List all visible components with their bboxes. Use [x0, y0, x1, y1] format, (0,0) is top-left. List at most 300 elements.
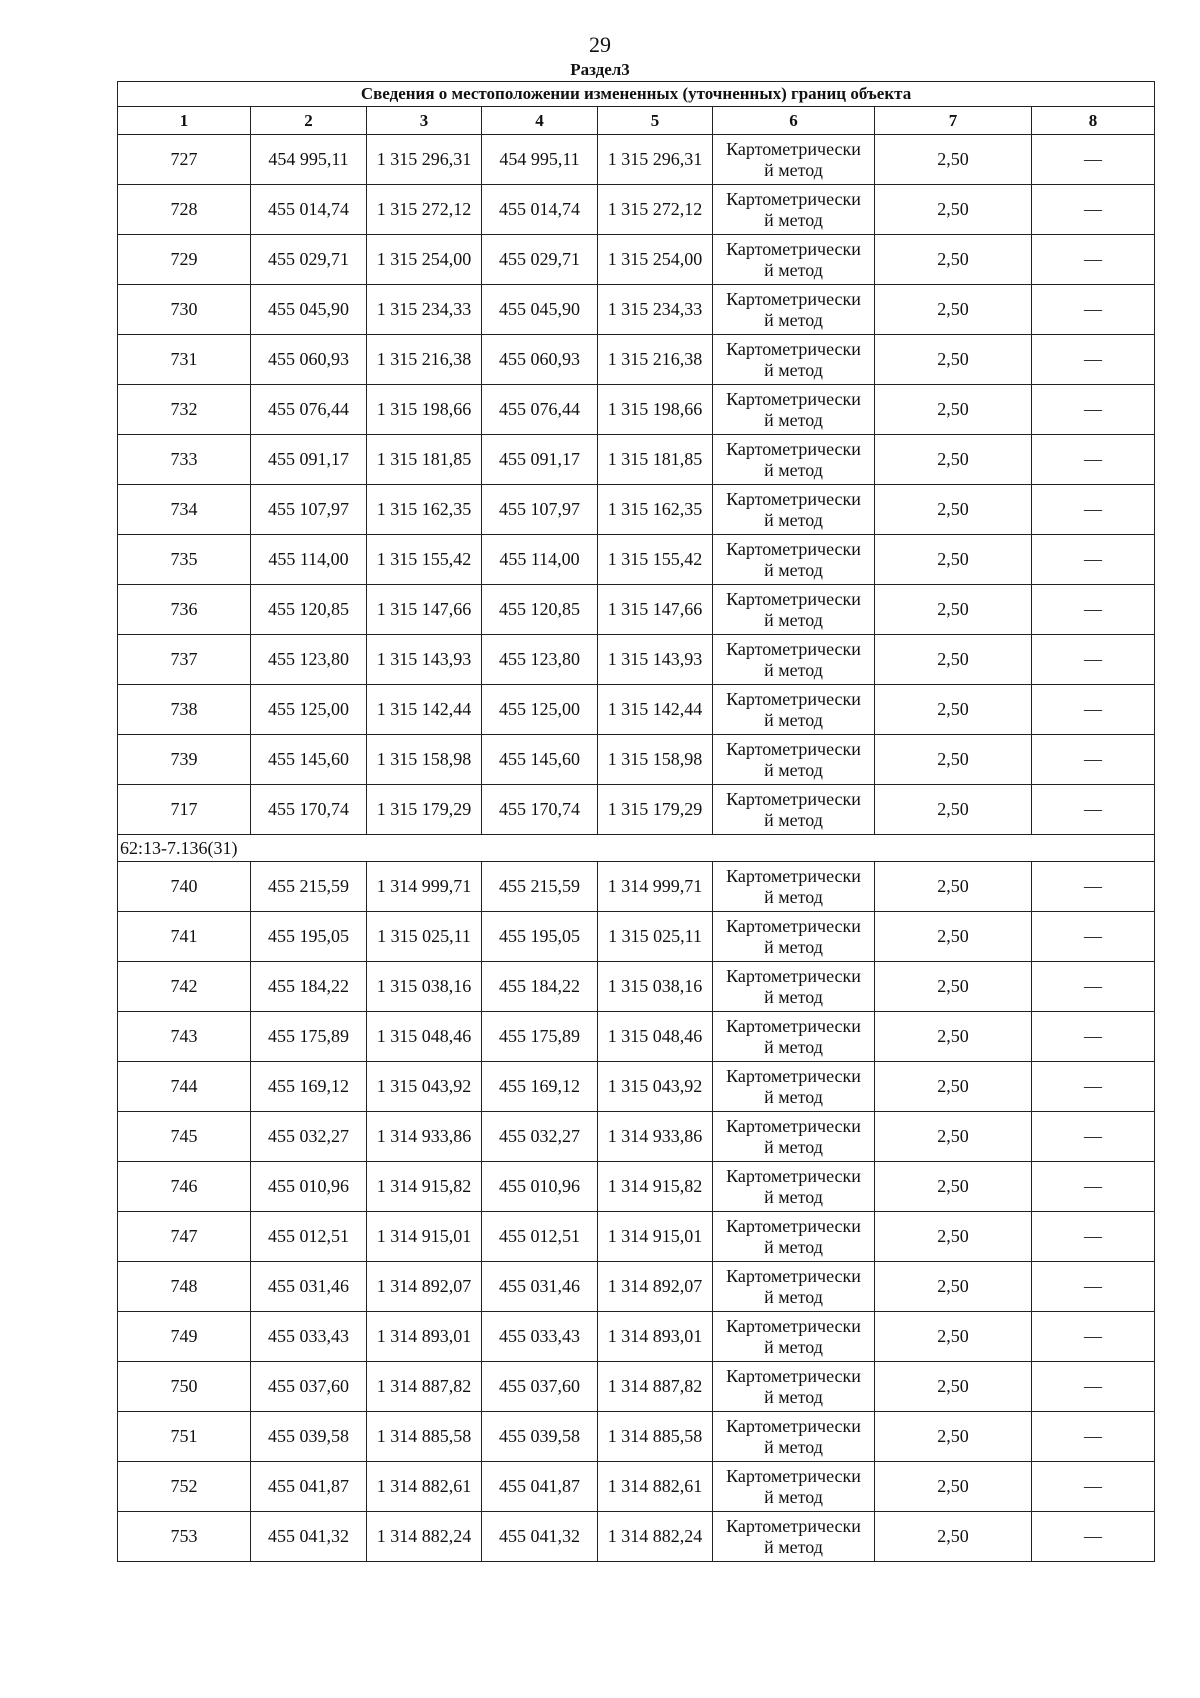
- dash-cell: —: [1032, 1112, 1155, 1162]
- method-line-2: й метод: [764, 1336, 823, 1357]
- coord-x-new: 455 184,22: [482, 962, 598, 1012]
- table-row: [118, 1462, 1155, 1512]
- precision-value: 2,50: [875, 385, 1032, 435]
- method-line-2: й метод: [764, 1036, 823, 1057]
- method-cell: [713, 585, 875, 635]
- method-cell: [713, 1512, 875, 1562]
- method-cell: [713, 735, 875, 785]
- table-row: [118, 335, 1155, 385]
- precision-value: 2,50: [875, 735, 1032, 785]
- coord-x-existing: 455 045,90: [251, 285, 367, 335]
- method-line-1: Картометрически: [726, 638, 861, 659]
- coord-y-new: 1 315 142,44: [598, 685, 713, 735]
- method-line-2: й метод: [764, 1386, 823, 1407]
- method-cell: [713, 862, 875, 912]
- method-line-1: Картометрически: [726, 138, 861, 159]
- coord-x-existing: 455 145,60: [251, 735, 367, 785]
- method-cell: [713, 912, 875, 962]
- precision-value: 2,50: [875, 962, 1032, 1012]
- coord-x-existing: 454 995,11: [251, 135, 367, 185]
- method-line-1: Картометрически: [726, 865, 861, 886]
- point-number: 737: [118, 635, 251, 685]
- method-line-1: Картометрически: [726, 188, 861, 209]
- method-line-1: Картометрически: [726, 1465, 861, 1486]
- dash-cell: —: [1032, 685, 1155, 735]
- coord-y-existing: 1 315 043,92: [367, 1062, 482, 1112]
- method-cell: [713, 635, 875, 685]
- coord-x-existing: 455 076,44: [251, 385, 367, 435]
- coord-y-existing: 1 314 882,24: [367, 1512, 482, 1562]
- method-line-2: й метод: [764, 609, 823, 630]
- method-line-2: й метод: [764, 886, 823, 907]
- coord-y-existing: 1 315 038,16: [367, 962, 482, 1012]
- coord-x-new: 455 045,90: [482, 285, 598, 335]
- table-row: [118, 1162, 1155, 1212]
- coord-x-new: 455 039,58: [482, 1412, 598, 1462]
- coord-y-existing: 1 314 893,01: [367, 1312, 482, 1362]
- coord-y-new: 1 314 999,71: [598, 862, 713, 912]
- column-number: 7: [875, 107, 1032, 135]
- coord-x-existing: 455 031,46: [251, 1262, 367, 1312]
- precision-value: 2,50: [875, 685, 1032, 735]
- coord-x-new: 455 031,46: [482, 1262, 598, 1312]
- method-cell: [713, 1262, 875, 1312]
- coord-y-existing: 1 314 882,61: [367, 1462, 482, 1512]
- column-number-row: [118, 107, 1155, 135]
- coord-x-new: 455 114,00: [482, 535, 598, 585]
- coord-x-existing: 455 195,05: [251, 912, 367, 962]
- precision-value: 2,50: [875, 1212, 1032, 1262]
- coord-y-new: 1 315 143,93: [598, 635, 713, 685]
- coord-x-new: 455 175,89: [482, 1012, 598, 1062]
- method-cell: [713, 1312, 875, 1362]
- table-row: [118, 385, 1155, 435]
- method-cell: [713, 435, 875, 485]
- group-label: 62:13-7.136(31): [118, 835, 1155, 862]
- coord-y-new: 1 315 025,11: [598, 912, 713, 962]
- coord-y-new: 1 315 216,38: [598, 335, 713, 385]
- table-row: [118, 962, 1155, 1012]
- method-line-1: Картометрически: [726, 1265, 861, 1286]
- method-line-1: Картометрически: [726, 1415, 861, 1436]
- coord-x-new: 455 195,05: [482, 912, 598, 962]
- precision-value: 2,50: [875, 435, 1032, 485]
- coord-x-new: 455 170,74: [482, 785, 598, 835]
- coord-x-existing: 455 184,22: [251, 962, 367, 1012]
- method-cell: [713, 1362, 875, 1412]
- coord-y-existing: 1 315 025,11: [367, 912, 482, 962]
- coord-y-new: 1 315 155,42: [598, 535, 713, 585]
- coord-x-existing: 455 215,59: [251, 862, 367, 912]
- method-line-2: й метод: [764, 459, 823, 480]
- precision-value: 2,50: [875, 335, 1032, 385]
- coord-x-existing: 455 037,60: [251, 1362, 367, 1412]
- method-cell: [713, 135, 875, 185]
- method-line-2: й метод: [764, 709, 823, 730]
- coord-y-existing: 1 315 216,38: [367, 335, 482, 385]
- point-number: 736: [118, 585, 251, 635]
- method-line-2: й метод: [764, 409, 823, 430]
- dash-cell: —: [1032, 1012, 1155, 1062]
- point-number: 751: [118, 1412, 251, 1462]
- method-cell: [713, 962, 875, 1012]
- coord-y-new: 1 315 272,12: [598, 185, 713, 235]
- method-cell: [713, 685, 875, 735]
- point-number: 747: [118, 1212, 251, 1262]
- dash-cell: —: [1032, 1162, 1155, 1212]
- method-cell: [713, 1212, 875, 1262]
- method-cell: [713, 785, 875, 835]
- coord-y-existing: 1 314 915,82: [367, 1162, 482, 1212]
- table-row: [118, 435, 1155, 485]
- method-cell: [713, 385, 875, 435]
- coord-x-existing: 455 039,58: [251, 1412, 367, 1462]
- coord-y-new: 1 315 043,92: [598, 1062, 713, 1112]
- dash-cell: —: [1032, 635, 1155, 685]
- coord-y-existing: 1 315 234,33: [367, 285, 482, 335]
- precision-value: 2,50: [875, 785, 1032, 835]
- method-line-1: Картометрически: [726, 288, 861, 309]
- coord-y-new: 1 314 887,82: [598, 1362, 713, 1412]
- coord-y-new: 1 315 038,16: [598, 962, 713, 1012]
- point-number: 738: [118, 685, 251, 735]
- method-line-1: Картометрически: [726, 538, 861, 559]
- coord-x-existing: 455 041,87: [251, 1462, 367, 1512]
- method-cell: [713, 1112, 875, 1162]
- coord-y-existing: 1 314 999,71: [367, 862, 482, 912]
- point-number: 752: [118, 1462, 251, 1512]
- method-line-2: й метод: [764, 809, 823, 830]
- column-number: 3: [367, 107, 482, 135]
- table-row: [118, 1112, 1155, 1162]
- method-line-2: й метод: [764, 986, 823, 1007]
- precision-value: 2,50: [875, 1012, 1032, 1062]
- point-number: 734: [118, 485, 251, 535]
- method-cell: [713, 1162, 875, 1212]
- dash-cell: —: [1032, 785, 1155, 835]
- precision-value: 2,50: [875, 1362, 1032, 1412]
- table-row: [118, 912, 1155, 962]
- coord-x-new: 455 032,27: [482, 1112, 598, 1162]
- table-row: [118, 785, 1155, 835]
- dash-cell: —: [1032, 1062, 1155, 1112]
- point-number: 729: [118, 235, 251, 285]
- point-number: 733: [118, 435, 251, 485]
- coord-y-new: 1 314 915,01: [598, 1212, 713, 1262]
- coord-y-existing: 1 315 272,12: [367, 185, 482, 235]
- method-cell: [713, 535, 875, 585]
- coord-x-existing: 455 170,74: [251, 785, 367, 835]
- column-number: 8: [1032, 107, 1155, 135]
- precision-value: 2,50: [875, 1462, 1032, 1512]
- method-line-2: й метод: [764, 1436, 823, 1457]
- point-number: 740: [118, 862, 251, 912]
- precision-value: 2,50: [875, 1062, 1032, 1112]
- coord-y-existing: 1 314 885,58: [367, 1412, 482, 1462]
- table-row: [118, 185, 1155, 235]
- coord-y-existing: 1 315 142,44: [367, 685, 482, 735]
- coord-x-new: 455 012,51: [482, 1212, 598, 1262]
- table-row: [118, 1212, 1155, 1262]
- method-line-2: й метод: [764, 659, 823, 680]
- table-caption-row: [118, 82, 1155, 107]
- table-body: [118, 82, 1155, 1562]
- method-line-2: й метод: [764, 309, 823, 330]
- coord-y-new: 1 314 893,01: [598, 1312, 713, 1362]
- precision-value: 2,50: [875, 285, 1032, 335]
- point-number: 741: [118, 912, 251, 962]
- coord-x-new: 455 037,60: [482, 1362, 598, 1412]
- method-line-1: Картометрически: [726, 238, 861, 259]
- method-line-2: й метод: [764, 1236, 823, 1257]
- coord-y-new: 1 314 915,82: [598, 1162, 713, 1212]
- dash-cell: —: [1032, 585, 1155, 635]
- table-row: [118, 1362, 1155, 1412]
- point-number: 728: [118, 185, 251, 235]
- coord-x-new: 455 041,32: [482, 1512, 598, 1562]
- coord-x-new: 455 107,97: [482, 485, 598, 535]
- table-row: [118, 1012, 1155, 1062]
- coord-y-existing: 1 315 155,42: [367, 535, 482, 585]
- precision-value: 2,50: [875, 1312, 1032, 1362]
- coord-y-existing: 1 315 198,66: [367, 385, 482, 435]
- method-line-2: й метод: [764, 509, 823, 530]
- coord-y-new: 1 314 892,07: [598, 1262, 713, 1312]
- dash-cell: —: [1032, 1412, 1155, 1462]
- coord-x-existing: 455 091,17: [251, 435, 367, 485]
- coord-y-new: 1 314 885,58: [598, 1412, 713, 1462]
- coord-y-new: 1 314 882,61: [598, 1462, 713, 1512]
- dash-cell: —: [1032, 912, 1155, 962]
- precision-value: 2,50: [875, 635, 1032, 685]
- coord-x-new: 455 091,17: [482, 435, 598, 485]
- table-row: [118, 1412, 1155, 1462]
- point-number: 753: [118, 1512, 251, 1562]
- coord-x-existing: 455 032,27: [251, 1112, 367, 1162]
- method-line-1: Картометрически: [726, 438, 861, 459]
- table-row: [118, 1312, 1155, 1362]
- precision-value: 2,50: [875, 1112, 1032, 1162]
- method-line-1: Картометрически: [726, 1365, 861, 1386]
- boundary-table: [117, 81, 1155, 1562]
- method-line-1: Картометрически: [726, 738, 861, 759]
- method-line-2: й метод: [764, 1536, 823, 1557]
- coord-y-new: 1 315 147,66: [598, 585, 713, 635]
- method-line-1: Картометрически: [726, 1215, 861, 1236]
- coord-y-new: 1 314 933,86: [598, 1112, 713, 1162]
- method-cell: [713, 235, 875, 285]
- coord-y-existing: 1 315 147,66: [367, 585, 482, 635]
- coord-x-existing: 455 010,96: [251, 1162, 367, 1212]
- point-number: 743: [118, 1012, 251, 1062]
- column-number: 5: [598, 107, 713, 135]
- coord-y-existing: 1 315 048,46: [367, 1012, 482, 1062]
- table-row: [118, 685, 1155, 735]
- method-line-1: Картометрически: [726, 1515, 861, 1536]
- table-row: [118, 862, 1155, 912]
- column-number: 1: [118, 107, 251, 135]
- method-line-2: й метод: [764, 359, 823, 380]
- dash-cell: —: [1032, 235, 1155, 285]
- dash-cell: —: [1032, 735, 1155, 785]
- coord-y-new: 1 315 162,35: [598, 485, 713, 535]
- coord-y-new: 1 315 234,33: [598, 285, 713, 335]
- coord-x-existing: 455 014,74: [251, 185, 367, 235]
- coord-y-new: 1 315 198,66: [598, 385, 713, 435]
- coord-x-new: 455 060,93: [482, 335, 598, 385]
- method-cell: [713, 485, 875, 535]
- coord-x-new: 455 033,43: [482, 1312, 598, 1362]
- dash-cell: —: [1032, 962, 1155, 1012]
- method-line-1: Картометрически: [726, 788, 861, 809]
- table-caption: Сведения о местоположении измененных (уточненных) границ объекта: [118, 82, 1155, 107]
- coord-x-existing: 455 060,93: [251, 335, 367, 385]
- dash-cell: —: [1032, 185, 1155, 235]
- dash-cell: —: [1032, 285, 1155, 335]
- point-number: 744: [118, 1062, 251, 1112]
- dash-cell: —: [1032, 1462, 1155, 1512]
- method-line-1: Картометрически: [726, 388, 861, 409]
- method-line-1: Картометрически: [726, 1165, 861, 1186]
- column-number: 4: [482, 107, 598, 135]
- coord-y-existing: 1 314 887,82: [367, 1362, 482, 1412]
- method-line-2: й метод: [764, 1486, 823, 1507]
- coord-x-new: 455 215,59: [482, 862, 598, 912]
- dash-cell: —: [1032, 485, 1155, 535]
- coord-x-new: 455 029,71: [482, 235, 598, 285]
- dash-cell: —: [1032, 1212, 1155, 1262]
- precision-value: 2,50: [875, 235, 1032, 285]
- coord-x-existing: 455 125,00: [251, 685, 367, 735]
- dash-cell: —: [1032, 135, 1155, 185]
- table-row: [118, 135, 1155, 185]
- point-number: 731: [118, 335, 251, 385]
- point-number: 732: [118, 385, 251, 435]
- coord-x-new: 455 169,12: [482, 1062, 598, 1112]
- dash-cell: —: [1032, 1312, 1155, 1362]
- coord-x-new: 455 120,85: [482, 585, 598, 635]
- dash-cell: —: [1032, 335, 1155, 385]
- method-line-1: Картометрически: [726, 588, 861, 609]
- table-row: [118, 285, 1155, 335]
- point-number: 746: [118, 1162, 251, 1212]
- column-number: 6: [713, 107, 875, 135]
- method-line-2: й метод: [764, 259, 823, 280]
- table-row: [118, 1262, 1155, 1312]
- coord-x-existing: 455 029,71: [251, 235, 367, 285]
- coord-y-existing: 1 314 892,07: [367, 1262, 482, 1312]
- coord-y-existing: 1 315 158,98: [367, 735, 482, 785]
- method-line-2: й метод: [764, 159, 823, 180]
- coord-y-new: 1 315 158,98: [598, 735, 713, 785]
- coord-x-new: 454 995,11: [482, 135, 598, 185]
- coord-y-new: 1 315 254,00: [598, 235, 713, 285]
- precision-value: 2,50: [875, 862, 1032, 912]
- method-line-2: й метод: [764, 559, 823, 580]
- precision-value: 2,50: [875, 135, 1032, 185]
- point-number: 749: [118, 1312, 251, 1362]
- method-cell: [713, 185, 875, 235]
- coord-y-new: 1 315 181,85: [598, 435, 713, 485]
- dash-cell: —: [1032, 1262, 1155, 1312]
- dash-cell: —: [1032, 862, 1155, 912]
- coord-y-new: 1 314 882,24: [598, 1512, 713, 1562]
- table-row: [118, 735, 1155, 785]
- precision-value: 2,50: [875, 912, 1032, 962]
- precision-value: 2,50: [875, 1412, 1032, 1462]
- method-line-1: Картометрически: [726, 965, 861, 986]
- method-cell: [713, 1012, 875, 1062]
- method-line-1: Картометрически: [726, 1015, 861, 1036]
- method-cell: [713, 1062, 875, 1112]
- method-line-2: й метод: [764, 1186, 823, 1207]
- method-line-1: Картометрически: [726, 1115, 861, 1136]
- method-line-1: Картометрически: [726, 1315, 861, 1336]
- coord-x-new: 455 076,44: [482, 385, 598, 435]
- coord-x-existing: 455 012,51: [251, 1212, 367, 1262]
- coord-y-existing: 1 315 143,93: [367, 635, 482, 685]
- coord-y-existing: 1 315 179,29: [367, 785, 482, 835]
- method-line-2: й метод: [764, 1136, 823, 1157]
- point-number: 750: [118, 1362, 251, 1412]
- table-row: [118, 635, 1155, 685]
- coord-x-existing: 455 033,43: [251, 1312, 367, 1362]
- dash-cell: —: [1032, 535, 1155, 585]
- method-cell: [713, 335, 875, 385]
- table-row: [118, 485, 1155, 535]
- method-line-1: Картометрически: [726, 1065, 861, 1086]
- group-row: [118, 835, 1155, 862]
- table-row: [118, 1062, 1155, 1112]
- table-row: [118, 1512, 1155, 1562]
- coord-y-existing: 1 315 181,85: [367, 435, 482, 485]
- coord-x-existing: 455 175,89: [251, 1012, 367, 1062]
- method-line-1: Картометрически: [726, 488, 861, 509]
- point-number: 735: [118, 535, 251, 585]
- method-line-2: й метод: [764, 1286, 823, 1307]
- coord-x-existing: 455 169,12: [251, 1062, 367, 1112]
- method-line-1: Картометрически: [726, 915, 861, 936]
- coord-x-new: 455 125,00: [482, 685, 598, 735]
- method-cell: [713, 1412, 875, 1462]
- point-number: 748: [118, 1262, 251, 1312]
- method-cell: [713, 1462, 875, 1512]
- method-line-1: Картометрически: [726, 688, 861, 709]
- coord-x-existing: 455 107,97: [251, 485, 367, 535]
- table-row: [118, 585, 1155, 635]
- coord-y-new: 1 315 296,31: [598, 135, 713, 185]
- coord-x-existing: 455 114,00: [251, 535, 367, 585]
- table-row: [118, 535, 1155, 585]
- dash-cell: —: [1032, 1512, 1155, 1562]
- coord-y-existing: 1 314 915,01: [367, 1212, 482, 1262]
- coord-x-new: 455 010,96: [482, 1162, 598, 1212]
- coord-x-existing: 455 120,85: [251, 585, 367, 635]
- coord-x-new: 455 145,60: [482, 735, 598, 785]
- method-line-2: й метод: [764, 1086, 823, 1107]
- point-number: 742: [118, 962, 251, 1012]
- point-number: 727: [118, 135, 251, 185]
- method-line-1: Картометрически: [726, 338, 861, 359]
- dash-cell: —: [1032, 385, 1155, 435]
- method-line-2: й метод: [764, 936, 823, 957]
- section-title: Раздел3: [570, 60, 630, 79]
- coord-x-new: 455 014,74: [482, 185, 598, 235]
- method-line-2: й метод: [764, 759, 823, 780]
- coord-y-existing: 1 315 254,00: [367, 235, 482, 285]
- precision-value: 2,50: [875, 185, 1032, 235]
- coord-x-new: 455 041,87: [482, 1462, 598, 1512]
